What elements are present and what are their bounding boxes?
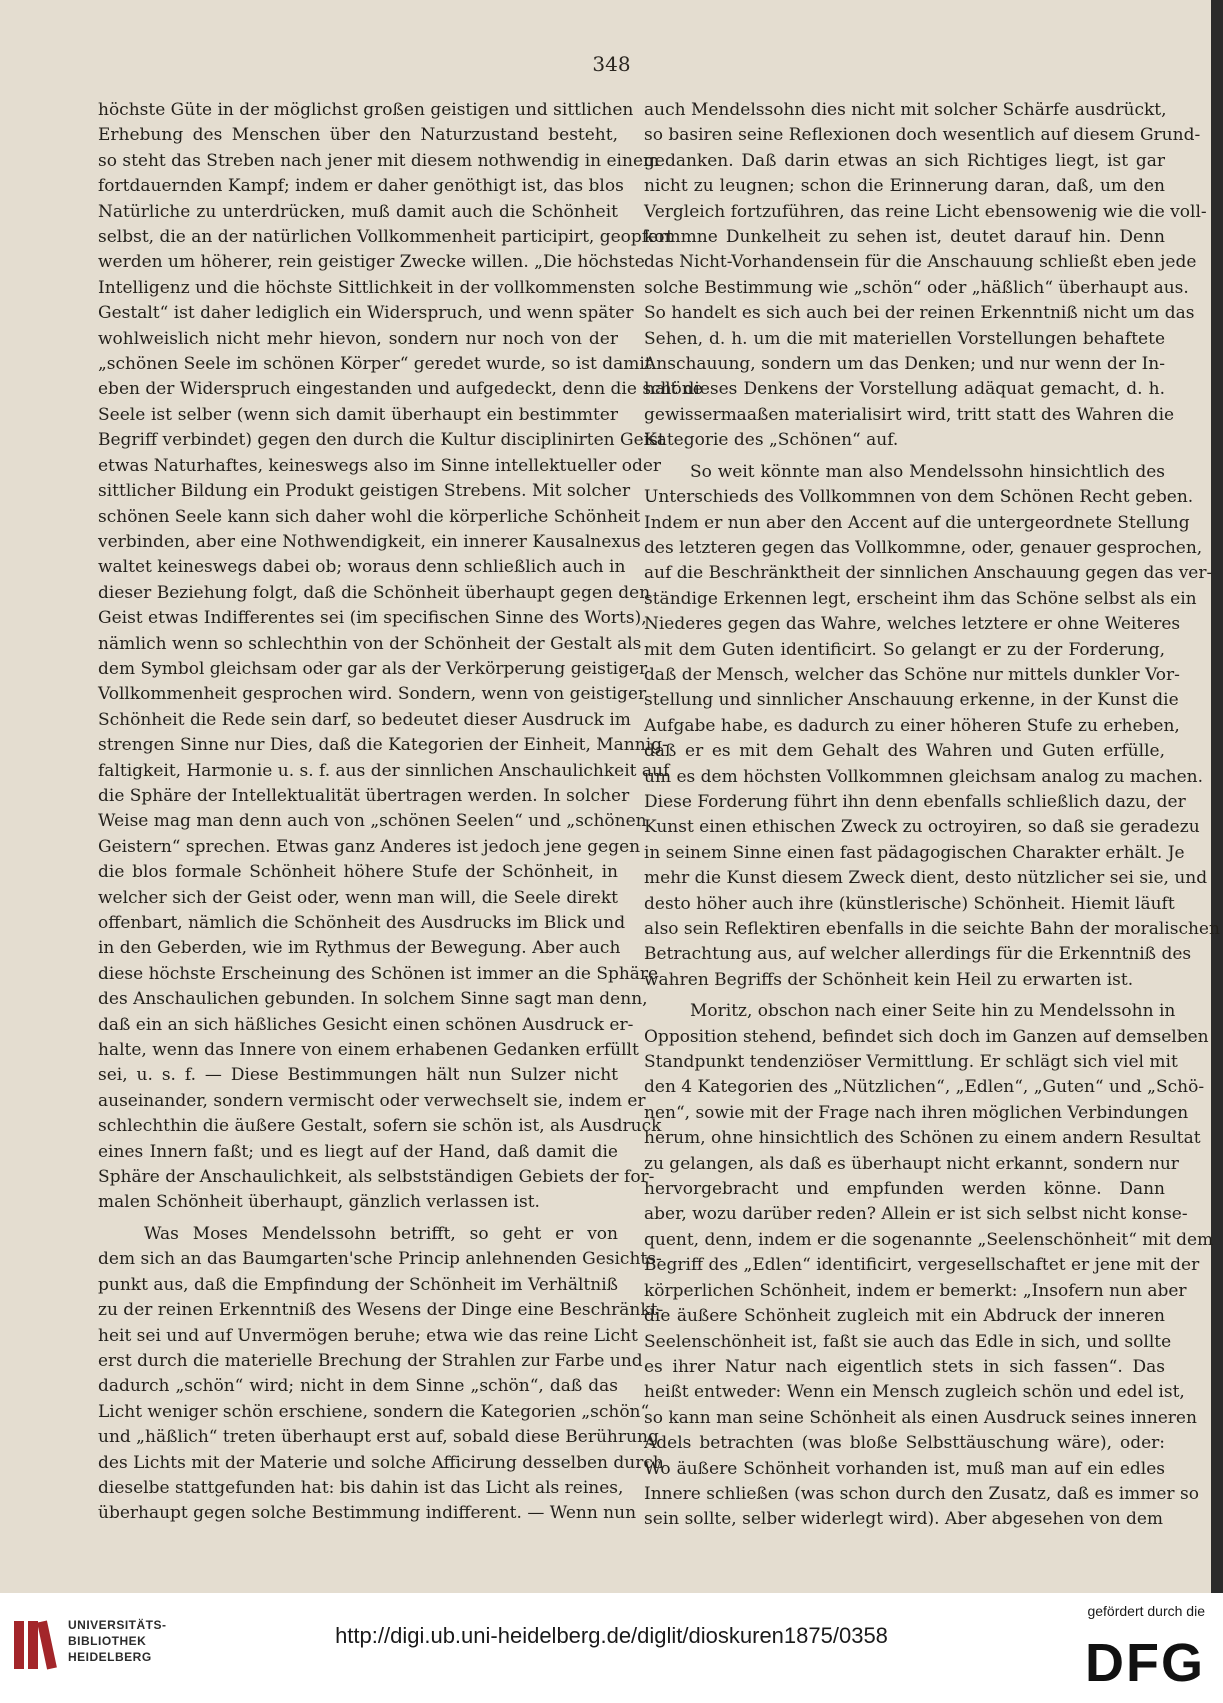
- text-line: so kann man seine Schönheit als einen Ausdruck seines inneren: [644, 1407, 1197, 1428]
- text-line: überhaupt gegen solche Bestimmung indifferent. — Wenn nun: [98, 1503, 637, 1524]
- text-line: waltet keineswegs dabei ob; woraus denn schließlich auch in: [98, 557, 626, 578]
- text-line: Anschauung, sondern um das Denken; und nur wenn der In-: [644, 354, 1165, 375]
- text-line: halt dieses Denkens der Vorstellung adäquat gemacht, d. h.: [644, 379, 1165, 400]
- text-line: daß der Mensch, welcher das Schöne nur mittels dunkler Vor-: [644, 664, 1180, 685]
- text-line: Vollkommenheit gesprochen wird. Sondern, wenn von geistiger: [98, 684, 647, 705]
- text-line: Weise mag man denn auch von „schönen Seelen“ und „schönen: [98, 811, 647, 832]
- text-line: dadurch „schön“ wird; nicht in dem Sinne „schön“, daß das: [98, 1376, 618, 1397]
- text-line: Licht weniger schön erschiene, sondern die Kategorien „schön“: [98, 1401, 650, 1422]
- text-line: eben der Widerspruch eingestanden und aufgedeckt, denn die schöne: [98, 379, 703, 400]
- text-line: es ihrer Natur nach eigentlich stets in sich fassen“. Das: [644, 1356, 1165, 1377]
- text-line: etwas Naturhaftes, keineswegs also im Sinne intellektueller oder: [98, 455, 662, 476]
- text-line: also sein Reflektiren ebenfalls in die seichte Bahn der moralischen: [644, 919, 1220, 939]
- text-line: Kunst einen ethischen Zweck zu octroyiren, so daß sie geradezu: [644, 817, 1200, 838]
- page-number: 348: [592, 52, 631, 76]
- text-line: Kategorie des „Schönen“ auf.: [644, 430, 899, 451]
- text-line: Moritz, obschon nach einer Seite hin zu Mendelssohn in: [690, 1001, 1176, 1022]
- text-line: auf die Beschränktheit der sinnlichen Anschauung gegen das ver-: [644, 563, 1213, 584]
- text-line: in den Geberden, wie im Rythmus der Bewegung. Aber auch: [98, 938, 621, 959]
- text-line: nen“, sowie mit der Frage nach ihren möglichen Verbindungen: [644, 1102, 1189, 1123]
- permalink-url[interactable]: http://digi.ub.uni-heidelberg.de/diglit/dioskuren1875/0358: [335, 1623, 888, 1648]
- text-line: wahren Begriffs der Schönheit kein Heil zu erwarten ist.: [644, 969, 1134, 990]
- text-line: zu gelangen, als daß es überhaupt nicht erkannt, sondern nur: [644, 1153, 1179, 1174]
- text-line: Was Moses Mendelssohn betrifft, so geht er von: [144, 1223, 618, 1244]
- left-text-column: [98, 98, 703, 1527]
- text-line: sittlicher Bildung ein Produkt geistigen Strebens. Mit solcher: [98, 481, 631, 502]
- text-line: quent, denn, indem er die sogenannte „Seelenschönheit“ mit dem: [644, 1229, 1214, 1250]
- text-line: nämlich wenn so schlechthin von der Schönheit der Gestalt als: [98, 633, 642, 654]
- institution-line-2: BIBLIOTHEK: [68, 1634, 147, 1648]
- right-text-column: [644, 98, 1220, 1533]
- text-line: mit dem Guten identificirt. So gelangt er zu der Forderung,: [644, 639, 1165, 660]
- text-line: gedanken. Daß darin etwas an sich Richtiges liegt, ist gar: [644, 150, 1165, 171]
- text-line: eines Innern faßt; und es liegt auf der Hand, daß damit die: [98, 1141, 618, 1162]
- text-line: Innere schließen (was schon durch den Zusatz, daß es immer so: [644, 1483, 1199, 1504]
- text-line: Seele ist selber (wenn sich damit überhaupt ein bestimmter: [98, 404, 618, 425]
- text-line: halte, wenn das Innere von einem erhabenen Gedanken erfüllt: [98, 1040, 639, 1061]
- text-line: solche Bestimmung wie „schön“ oder „häßlich“ überhaupt aus.: [644, 277, 1189, 298]
- text-line: gewissermaaßen materialisirt wird, tritt statt des Wahren die: [644, 404, 1175, 425]
- text-line: Betrachtung aus, auf welcher allerdings für die Erkenntniß des: [644, 944, 1192, 965]
- text-line: Standpunkt tendenziöser Vermittlung. Er schlägt sich viel mit: [644, 1052, 1178, 1073]
- text-line: Vergleich fortzuführen, das reine Licht ebensowenig wie die voll-: [644, 201, 1207, 222]
- text-line: und „häßlich“ treten überhaupt erst auf, sobald diese Berührung: [98, 1427, 659, 1448]
- text-line: heißt entweder: Wenn ein Mensch zugleich schön und edel ist,: [644, 1382, 1185, 1403]
- text-line: mehr die Kunst diesem Zweck dient, desto nützlicher sei sie, und: [644, 868, 1208, 889]
- text-line: den 4 Kategorien des „Nützlichen“, „Edlen“, „Guten“ und „Schö-: [644, 1077, 1205, 1098]
- text-line: sei, u. s. f. — Diese Bestimmungen hält nun Sulzer nicht: [98, 1065, 618, 1086]
- text-line: des letzteren gegen das Vollkommne, oder, genauer gesprochen,: [644, 537, 1203, 558]
- text-line: Indem er nun aber den Accent auf die untergeordnete Stellung: [644, 512, 1190, 533]
- text-line: offenbart, nämlich die Schönheit des Ausdrucks im Blick und: [98, 913, 626, 933]
- text-line: diese höchste Erscheinung des Schönen ist immer an die Sphäre: [98, 963, 659, 984]
- text-line: sein sollte, selber widerlegt wird). Aber abgesehen von dem: [644, 1509, 1164, 1530]
- text-line: erst durch die materielle Brechung der Strahlen zur Farbe und: [98, 1350, 643, 1371]
- text-line: daß ein an sich häßliches Gesicht einen schönen Ausdruck er-: [98, 1014, 634, 1035]
- text-line: körperlichen Schönheit, indem er bemerkt: „Insofern nun aber: [644, 1280, 1187, 1301]
- text-line: Opposition stehend, befindet sich doch im Ganzen auf demselben: [644, 1026, 1209, 1047]
- text-line: nicht zu leugnen; schon die Erinnerung daran, daß, um den: [644, 176, 1165, 197]
- text-line: Aufgabe habe, es dadurch zu einer höheren Stufe zu erheben,: [644, 715, 1180, 736]
- text-line: verbinden, aber eine Nothwendigkeit, ein innerer Kausalnexus: [98, 531, 641, 552]
- text-line: zu der reinen Erkenntniß des Wesens der Dinge eine Beschränkt-: [98, 1300, 664, 1321]
- text-line: das Nicht-Vorhandensein für die Anschauung schließt eben jede: [644, 252, 1197, 273]
- text-line: aber, wozu darüber reden? Allein er ist sich selbst nicht konse-: [644, 1204, 1188, 1225]
- text-line: Niederes gegen das Wahre, welches letztere er ohne Weiteres: [644, 614, 1181, 635]
- text-line: herum, ohne hinsichtlich des Schönen zu einem andern Resultat: [644, 1128, 1201, 1149]
- text-line: Erhebung des Menschen über den Naturzustand besteht,: [98, 125, 618, 146]
- text-line: um es dem höchsten Vollkommnen gleichsam analog zu machen.: [644, 766, 1204, 787]
- text-line: Begriff des „Edlen“ identificirt, vergesellschaftet er jene mit der: [644, 1255, 1200, 1276]
- text-line: faltigkeit, Harmonie u. s. f. aus der sinnlichen Anschaulichkeit auf: [98, 760, 670, 781]
- text-line: punkt aus, daß die Empfindung der Schönheit im Verhältniß: [98, 1274, 618, 1295]
- text-line: Adels betrachten (was bloße Selbsttäuschung wäre), oder:: [644, 1433, 1165, 1454]
- text-line: Begriff verbindet) gegen den durch die Kultur disciplinirten Geist: [98, 430, 665, 451]
- text-line: fortdauernden Kampf; indem er daher genöthigt ist, das blos: [98, 176, 624, 197]
- text-line: in seinem Sinne einen fast pädagogischen Charakter erhält. Je: [644, 842, 1185, 863]
- text-line: stellung und sinnlicher Anschauung erkenne, in der Kunst die: [644, 690, 1179, 711]
- text-line: So handelt es sich auch bei der reinen Erkenntniß nicht um das: [644, 303, 1195, 324]
- text-line: dieser Beziehung folgt, daß die Schönheit überhaupt gegen den: [98, 582, 651, 603]
- text-line: Geist etwas Indifferentes sei (im specifischen Sinne des Worts),: [98, 608, 647, 629]
- text-line: auseinander, sondern vermischt oder verwechselt sie, indem er: [98, 1090, 646, 1111]
- dfg-logo: DFG: [1085, 1633, 1205, 1693]
- text-line: die äußere Schönheit zugleich mit ein Abdruck der inneren: [644, 1306, 1165, 1327]
- text-line: So weit könnte man also Mendelssohn hinsichtlich des: [690, 461, 1165, 482]
- institution-line-3: HEIDELBERG: [68, 1650, 152, 1664]
- institution-line-1: UNIVERSITÄTS-: [68, 1618, 167, 1632]
- text-line: Wo äußere Schönheit vorhanden ist, muß man auf ein edles: [644, 1458, 1165, 1479]
- text-line: dieselbe stattgefunden hat: bis dahin ist das Licht als reines,: [98, 1477, 624, 1498]
- text-line: die Sphäre der Intellektualität übertragen werden. In solcher: [98, 785, 630, 806]
- text-line: welcher sich der Geist oder, wenn man will, die Seele direkt: [98, 887, 618, 908]
- text-line: malen Schönheit überhaupt, gänzlich verlassen ist.: [98, 1192, 540, 1213]
- text-line: Seelenschönheit ist, faßt sie auch das Edle in sich, und sollte: [644, 1331, 1172, 1352]
- text-line: heit sei und auf Unvermögen beruhe; etwa wie das reine Licht: [98, 1325, 638, 1346]
- funding-note: gefördert durch die: [1087, 1603, 1205, 1619]
- text-line: so basiren seine Reflexionen doch wesentlich auf diesem Grund-: [644, 125, 1201, 146]
- text-line: so steht das Streben nach jener mit diesem nothwendig in einem: [98, 150, 660, 171]
- text-line: Schönheit die Rede sein darf, so bedeutet dieser Ausdruck im: [98, 709, 631, 730]
- text-line: desto höher auch ihre (künstlerische) Schönheit. Hiemit läuft: [644, 893, 1175, 914]
- text-line: selbst, die an der natürlichen Vollkommenheit participirt, geopfert: [98, 227, 674, 248]
- text-line: schönen Seele kann sich daher wohl die körperliche Schönheit: [98, 506, 641, 527]
- footer: [0, 1593, 1223, 1703]
- text-line: Sphäre der Anschaulichkeit, als selbstständigen Gebiets der for-: [98, 1167, 655, 1188]
- text-line: dem Symbol gleichsam oder gar als der Verkörperung geistiger: [98, 658, 648, 679]
- text-line: „schönen Seele im schönen Körper“ geredet wurde, so ist damit: [98, 354, 652, 375]
- text-line: Diese Forderung führt ihn denn ebenfalls schließlich dazu, der: [644, 791, 1186, 812]
- text-line: werden um höherer, rein geistiger Zwecke willen. „Die höchste: [98, 252, 645, 273]
- text-line: wohlweislich nicht mehr hievon, sondern nur noch von der: [98, 328, 618, 349]
- text-line: des Lichts mit der Materie und solche Afficirung desselben durch: [98, 1452, 664, 1473]
- text-line: Unterschieds des Vollkommnen von dem Schönen Recht geben.: [644, 487, 1194, 508]
- text-line: Natürliche zu unterdrücken, muß damit auch die Schönheit: [98, 201, 618, 222]
- text-line: Geistern“ sprechen. Etwas ganz Anderes ist jedoch jene gegen: [98, 836, 641, 857]
- text-line: Sehen, d. h. um die mit materiellen Vorstellungen behaftete: [644, 328, 1165, 349]
- text-line: Intelligenz und die höchste Sittlichkeit in der vollkommensten: [98, 277, 636, 298]
- text-line: schlechthin die äußere Gestalt, sofern sie schön ist, als Ausdruck: [98, 1116, 662, 1137]
- text-line: daß er es mit dem Gehalt des Wahren und Guten erfülle,: [644, 741, 1165, 762]
- text-line: des Anschaulichen gebunden. In solchem Sinne sagt man denn,: [98, 989, 648, 1010]
- text-line: hervorgebracht und empfunden werden könne. Dann: [644, 1179, 1165, 1200]
- text-line: Gestalt“ ist daher lediglich ein Widerspruch, und wenn später: [98, 303, 634, 324]
- text-line: die blos formale Schönheit höhere Stufe der Schönheit, in: [98, 862, 618, 883]
- text-line: ständige Erkennen legt, erscheint ihm das Schöne selbst als ein: [644, 588, 1197, 609]
- text-line: strengen Sinne nur Dies, daß die Kategorien der Einheit, Mannig-: [98, 735, 668, 756]
- text-line: kommne Dunkelheit zu sehen ist, deutet darauf hin. Denn: [644, 227, 1165, 248]
- text-line: auch Mendelssohn dies nicht mit solcher Schärfe ausdrückt,: [644, 100, 1167, 120]
- text-line: dem sich an das Baumgarten'sche Princip anlehnenden Gesichts-: [98, 1249, 662, 1270]
- text-line: höchste Güte in der möglichst großen geistigen und sittlichen: [98, 100, 634, 120]
